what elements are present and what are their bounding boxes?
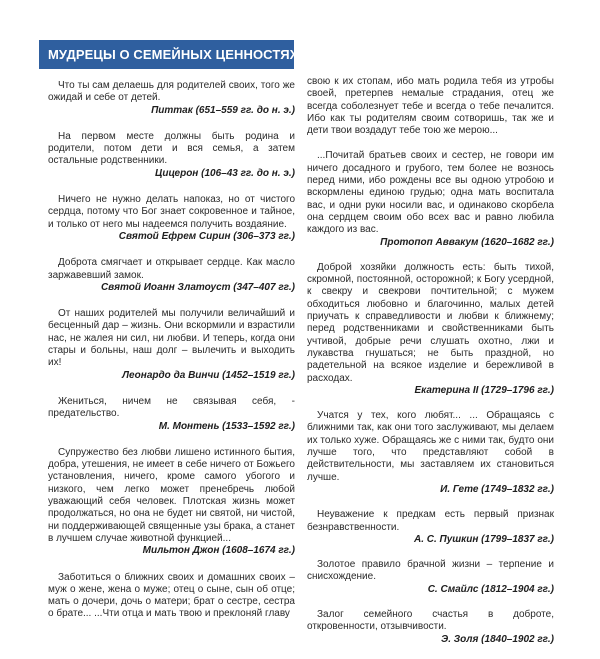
- quote-text: От наших родителей мы получили величайший и бесценный дар – жизнь. Они вскормили и взрастили нас, не жалея ни сил, ни любви. И теперь, когда они стары и больны, наш долг – вылечить и выходить их!: [48, 308, 295, 369]
- quote-text: Супружество без любви лишено истинного бытия, добра, утешения, не имеет в себе ничего от Божьего установления, ничего, кроме самого убогого и низкого, чем легко может пренебречь любой уважающий себя человек. Плотская жизнь может продолжаться, но она не будет ни святой, ни чистой, ни поддерживающей священные узы брака, а станет в лучшем случае животной функцией...: [48, 446, 295, 544]
- quote-text: Доброй хозяйки должность есть: быть тихой, скромной, постоянной, осторожной; к Богу усердной, к свекру и свекрови почтительной; с мужем обходиться любовно и благочинно, малых детей приучать к справедливости и любви к ближнему; перед родственниками и свойственниками быть учтивой, добрые речи слушать охотно, лжи и лукавства гнушаться; не быть праздной, но радетельной на всякое изделие и бережливой в расходах.: [307, 261, 554, 384]
- section-title: МУДРЕЦЫ О СЕМЕЙНЫХ ЦЕННОСТЯХ: [39, 40, 294, 69]
- quote-block: [307, 262, 554, 397]
- quote-block: [48, 308, 295, 382]
- quote-block: [48, 572, 295, 621]
- quote-text: свою к их стопам, ибо мать родила тебя из утробы своей, претерпев немалые страдания, отец же всегда соболезнует тебе и всегда о тебе печалится. Ибо как ты родителям своим сотворишь, так же и дети твои воздадут тебе тою же мерою...: [307, 76, 554, 137]
- quote-author: М. Монтень (1533–1592 гг.): [158, 420, 295, 432]
- quote-author: Екатерина II (1729–1796 гг.): [414, 384, 554, 396]
- quote-block: [307, 609, 554, 646]
- quote-block: [48, 396, 295, 433]
- quote-block: [48, 80, 295, 117]
- quote-author: Э. Золя (1840–1902 гг.): [441, 633, 554, 645]
- quote-author: А. С. Пушкин (1799–1837 гг.): [413, 533, 554, 545]
- quote-block: [48, 194, 295, 243]
- quote-author: Леонардо да Винчи (1452–1519 гг.): [122, 369, 295, 381]
- left-column: [48, 80, 295, 635]
- quote-block: [48, 257, 295, 294]
- quote-block: [48, 447, 295, 558]
- quote-text: Учатся у тех, кого любят... ... Обращаясь с ближними так, как они того заслуживают, мы делаем их только хуже. Обращаясь же с ними так, будто они лучше того, что представляют собой в действительности, мы заставляем их становиться лучше.: [307, 410, 554, 483]
- quote-block: [307, 509, 554, 546]
- quote-text: Заботиться о ближних своих и домашних своих – муж о жене, жена о муже; отец о сыне, сын об отце; мать о дочери, дочь о матери; брат о сестре, сестра о брате... ...Чти отца и мать твою и преклоняй главу: [48, 571, 295, 620]
- quote-block: [307, 76, 554, 137]
- quote-author: Святой Ефрем Сирин (306–373 гг.): [118, 230, 295, 242]
- quote-text: Жениться, ничем не связывая себя, - предательство.: [48, 395, 295, 420]
- quote-text: ...Почитай братьев своих и сестер, не говори им ничего досадного и грубого, тем более не вознось перед ними, ибо рождены все вы одною утробою и вскормлены единою грудью; одна мать воспитала вас, и одни руки носили вас, и одинаково скорбела она сердцем своим обо всех вас и равно любила каждого из вас.: [307, 150, 554, 236]
- quote-block: [48, 131, 295, 180]
- quote-text: Что ты сам делаешь для родителей своих, того же ожидай и себе от детей.: [48, 80, 295, 104]
- quote-text: Ничего не нужно делать напоказ, но от чистого сердца, потому что Бог знает сокровенное и тайное, и только от него мы надеемся получить воздаяние.: [48, 194, 295, 230]
- quote-text: Неуважение к предкам есть первый признак безнравственности.: [307, 509, 554, 533]
- quote-block: [307, 410, 554, 496]
- quote-author: Протопоп Аввакум (1620–1682 гг.): [380, 236, 554, 248]
- quote-text: Залог семейного счастья в доброте, откровенности, отзывчивости.: [307, 608, 554, 633]
- quote-block: [307, 559, 554, 596]
- quote-author: Цицерон (106–43 гг. до н. э.): [155, 167, 295, 179]
- quote-author: Мильтон Джон (1608–1674 гг.): [142, 545, 295, 557]
- quote-author: Святой Иоанн Златоуст (347–407 гг.): [100, 281, 295, 293]
- quote-author: С. Смайлс (1812–1904 гг.): [427, 583, 554, 595]
- quote-text: На первом месте должны быть родина и родители, потом дети и вся семья, а затем остальные родственники.: [48, 130, 295, 167]
- quote-author: И. Гете (1749–1832 гг.): [440, 483, 554, 495]
- quote-text: Золотое правило брачной жизни – терпение и снисхождение.: [307, 559, 554, 583]
- quote-author: Питтак (651–559 гг. до н. э.): [151, 104, 295, 116]
- quote-block: [307, 150, 554, 248]
- quote-text: Доброта смягчает и открывает сердце. Как масло заржавевший замок.: [48, 257, 295, 281]
- right-column: [307, 76, 554, 659]
